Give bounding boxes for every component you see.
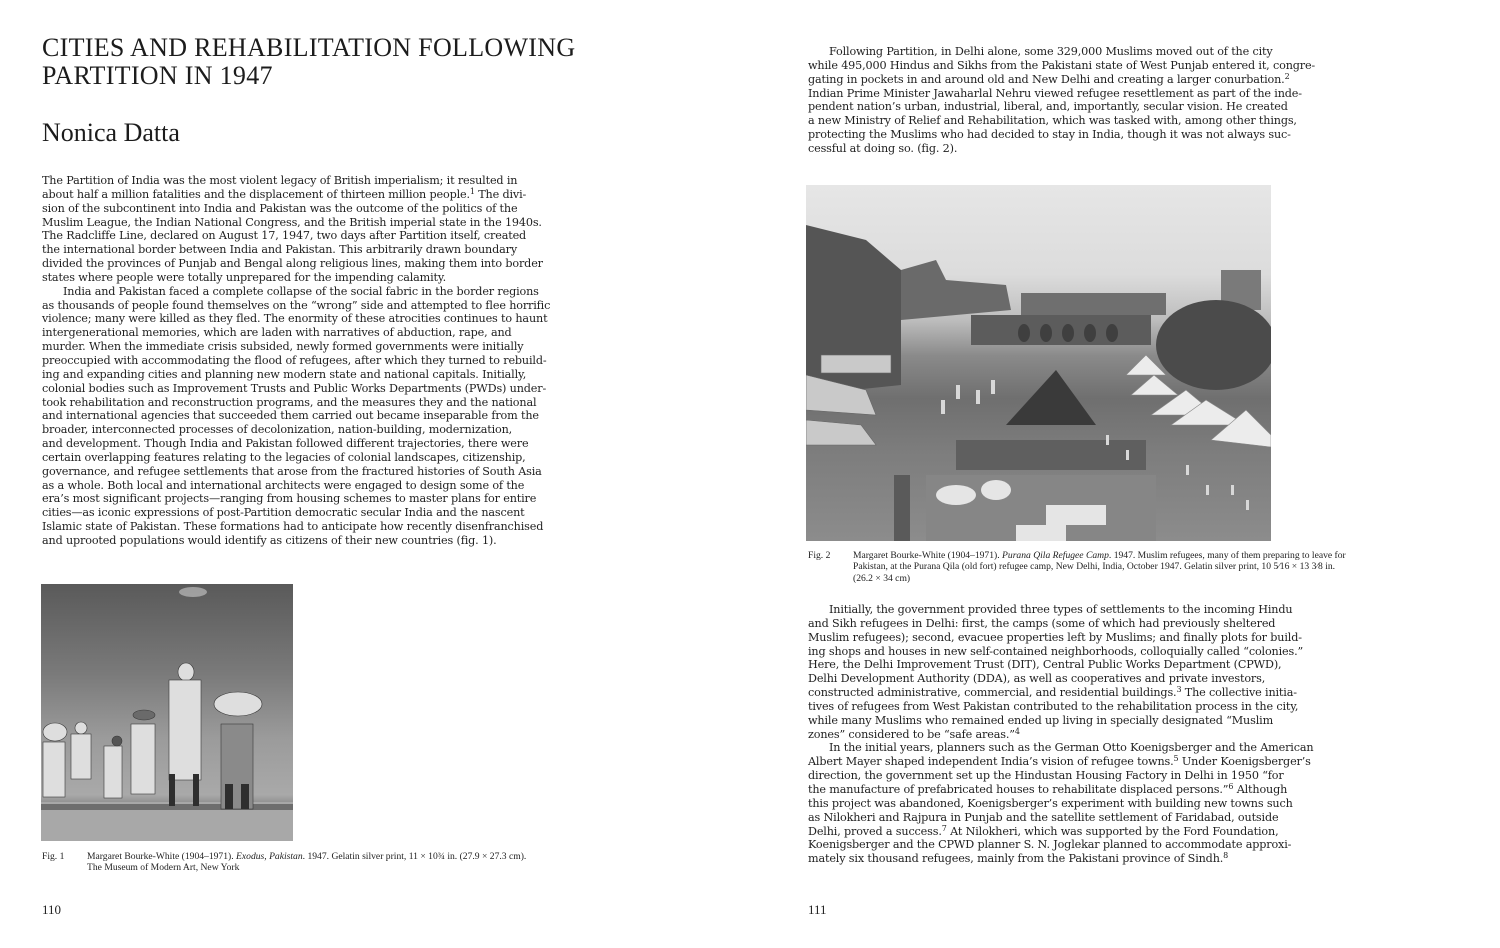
text-line [42,382,602,396]
text-line [42,271,602,285]
figure-1-photo [41,584,293,841]
text-line-content: took rehabilitation and reconstruction programs, and the measures they and the national [42,395,537,409]
text-line [808,852,1368,866]
text-line-content: Here, the Delhi Improvement Trust (DIT), Central Public Works Department (CPWD), [808,658,1282,672]
text-line [808,811,1368,825]
caption-text: (26.2 × 34 cm) [853,572,911,584]
text-line-content: Muslim refugees); second, evacuee properties left by Muslims; and finally plots for build- [808,630,1302,644]
text-line [808,73,1368,87]
refugees-walking-image [41,584,293,841]
text-line [808,728,1368,742]
text-line-content: Delhi, proved a success. [808,824,942,838]
text-line [42,479,602,493]
text-line-content: colonial bodies such as Improvement Trusts and Public Works Departments (PWDs) under- [42,381,547,395]
text-line [808,87,1368,101]
text-line-content: era’s most significant projects—ranging from housing schemes to master plans for entire [42,492,537,506]
text-line [42,174,602,188]
text-line-content: Following Partition, in Delhi alone, some 329,000 Muslims moved out of the city [829,45,1273,58]
text-line-content: Muslim League, the Indian National Congress, and the British imperial state in the 1940s. [42,215,542,229]
footnote-marker[interactable]: 4 [1014,726,1020,736]
text-line [808,797,1368,811]
text-line [42,423,602,437]
text-line-content: and Sikh refugees in Delhi: first, the camps (some of which had previously sheltered [808,616,1276,630]
text-line-content: while 495,000 Hindus and Sikhs from the Pakistani state of West Punjab entered it, congre- [808,58,1316,72]
caption-text: Margaret Bourke-White (1904–1971). [853,550,1003,561]
text-line [42,216,602,230]
text-line [42,520,602,534]
text-line-content: Indian Prime Minister Jawaharlal Nehru viewed refugee resettlement as part of the inde- [808,86,1302,100]
text-line-content: the manufacture of prefabricated houses to rehabilitate displaced persons.” [808,782,1229,796]
text-line [808,714,1368,728]
text-line [808,45,1368,59]
text-line-content: sion of the subcontinent into India and Pakistan was the outcome of the politics of the [42,201,518,215]
footnote-marker[interactable]: 2 [1284,71,1290,81]
text-line [808,686,1368,700]
text-line-content: about half a million fatalities and the displacement of thirteen million people. [42,187,470,201]
text-line [42,396,602,410]
text-line-content: as Nilokheri and Rajpura in Punjab and the satellite settlement of Faridabad, outside [808,810,1279,824]
text-line [808,741,1368,755]
text-line [808,825,1368,839]
text-line [42,188,602,202]
text-line [42,299,602,313]
text-line-content: Koenigsberger and the CPWD planner S. N. Joglekar planned to accommodate approxi- [808,838,1292,852]
text-line-content: broader, interconnected processes of decolonization, nation-building, modernization, [42,423,513,437]
text-line [808,769,1368,783]
text-line [42,451,602,465]
text-line-content: a new Ministry of Relief and Rehabilitation, which was tasked with, among other things, [808,114,1297,128]
text-line [808,645,1368,659]
text-line-content: zones” considered to be “safe areas.” [808,727,1015,741]
text-line [42,534,602,548]
chapter-title [42,34,642,90]
text-line-content: as thousands of people found themselves on the “wrong” side and attempted to flee horrific [42,298,551,312]
text-line [42,229,602,243]
text-line [42,312,602,326]
caption-text: . 1947. Gelatin silver print, 11 × 10¾ in. (27.9 × 27.3 cm). [302,851,527,862]
text-line [42,465,602,479]
chapter-title-line: CITIES AND REHABILITATION FOLLOWING [42,33,576,62]
figure-number: Fig. 1 [42,851,65,862]
footnote-marker[interactable]: 5 [1173,754,1179,764]
text-line-content: and international agencies that succeeded them carried out became inseparable from the [42,409,539,423]
text-line-content: Albert Mayer shaped independent India’s vision of refugee towns. [808,755,1174,769]
text-line-content: divided the provinces of Punjab and Bengal along religious lines, making them into border [42,257,543,271]
text-line [42,492,602,506]
footnote-marker[interactable]: 7 [941,823,947,833]
text-line-content: states where people were totally unprepared for the impending calamity. [42,270,446,284]
text-line-content: ing and expanding cities and planning new modern state and national capitals. Initially, [42,367,527,381]
footnote-marker[interactable]: 8 [1223,851,1229,861]
text-line-content: Under Koenigsberger’s [1178,755,1311,769]
text-line-content: Initially, the government provided three types of settlements to the incoming Hindu [829,603,1293,616]
body-text-left [42,174,602,548]
caption-text: . 1947. Muslim refugees, many of them preparing to leave for [1108,550,1346,561]
text-line [42,285,602,299]
text-line-content: intergenerational memories, which are laden with narratives of abduction, rape, and [42,326,512,340]
text-line-content: this project was abandoned, Koenigsberger’s experiment with building new towns such [808,796,1293,810]
text-line-content: cities—as iconic expressions of post-Partition democratic secular India and the nascent [42,506,525,520]
footnote-marker[interactable]: 6 [1228,781,1234,791]
text-line [808,603,1368,617]
text-line-content: constructed administrative, commercial, and residential buildings. [808,686,1177,700]
text-line [42,409,602,423]
text-line [42,202,602,216]
text-line [808,617,1368,631]
caption-text: Margaret Bourke-White (1904–1971). [87,851,237,862]
text-line-content: the international border between India and Pakistan. This arbitrarily drawn boundary [42,243,517,257]
text-line-content: The collective initia- [1181,686,1297,700]
body-text-right-top [808,45,1368,156]
chapter-title-line: PARTITION IN 1947 [42,61,273,90]
text-line [42,506,602,520]
artwork-title: Purana Qila Refugee Camp [1002,550,1109,561]
text-line [42,243,602,257]
text-line-content: direction, the government set up the Hindustan Housing Factory in Delhi in 1950 “for [808,769,1284,783]
text-line [42,368,602,382]
text-line-content: At Nilokheri, which was supported by the Ford Foundation, [946,824,1279,838]
text-line-content: In the initial years, planners such as the German Otto Koenigsberger and the American [829,741,1314,755]
author-name: Nonica Datta [42,118,180,147]
text-line [808,755,1368,769]
text-line [42,326,602,340]
text-line-content: tives of refugees from West Pakistan contributed to the rehabilitation process in the city, [808,699,1299,713]
text-line-content: cessful at doing so. (fig. 2). [808,141,958,155]
text-line [42,354,602,368]
text-line-content: Delhi Development Authority (DDA), as well as cooperatives and private investors, [808,672,1266,686]
footnote-marker[interactable]: 3 [1176,685,1182,695]
text-line-content: Islamic state of Pakistan. These formations had to anticipate how recently disenfranchised [42,520,544,534]
text-line-content: pendent nation’s urban, industrial, liberal, and, importantly, secular vision. He created [808,100,1288,114]
text-line [808,783,1368,797]
text-line [42,257,602,271]
figure-number: Fig. 2 [808,550,831,561]
caption-text: The Museum of Modern Art, New York [87,862,240,874]
text-line-content: The Radcliffe Line, declared on August 17, 1947, two days after Partition itself, created [42,229,527,243]
right-page [750,0,1500,948]
text-line-content: gating in pockets in and around old and New Delhi and creating a larger conurbation. [808,72,1285,86]
text-line-content: violence; many were killed as they fled. The enormity of these atrocities continues to haunt [42,312,548,326]
text-line-content: The divi- [474,187,527,201]
text-line-content: and uprooted populations would identify as citizens of their new countries (fig. 1). [42,533,497,547]
text-line [808,59,1368,73]
text-line-content: murder. When the immediate crisis subsided, newly formed governments were initially [42,340,524,354]
text-line-content: certain overlapping features relating to the legacies of colonial landscapes, citizenship, [42,450,526,464]
text-line [808,700,1368,714]
text-line-content: governance, and refugee settlements that arose from the fractured histories of South Asia [42,464,542,478]
text-line [42,340,602,354]
text-line-content: Although [1233,782,1288,796]
text-line-content: mately six thousand refugees, mainly from the Pakistani province of Sindh. [808,852,1224,866]
text-line [808,838,1368,852]
text-line [808,142,1368,156]
caption-text: Pakistan, at the Purana Qila (old fort) refugee camp, New Delhi, India, October 1947. Gelatin silver print, 10 5⁄16 × 13 3⁄8 in. [853,561,1336,573]
text-line [808,114,1368,128]
text-line [808,672,1368,686]
text-line [808,100,1368,114]
text-line-content: preoccupied with accommodating the flood of refugees, after which they turned to rebuild- [42,353,547,367]
text-line-content: while many Muslims who remained ended up living in specially designated “Muslim [808,713,1274,727]
page-number: 110 [42,902,62,917]
page-number: 111 [808,902,827,917]
artwork-title: Exodus, Pakistan [236,851,303,862]
text-line [808,128,1368,142]
text-line-content: India and Pakistan faced a complete collapse of the social fabric in the border regions [63,284,539,298]
text-line [808,631,1368,645]
text-line-content: and development. Though India and Pakistan followed different trajectories, there were [42,437,529,451]
text-line-content: protecting the Muslims who had decided to stay in India, though it was not always suc- [808,128,1291,142]
text-line [42,437,602,451]
text-line-content: The Partition of India was the most violent legacy of British imperialism; it resulted in [42,174,518,187]
text-line-content: as a whole. Both local and international architects were engaged to design some of the [42,478,525,492]
body-text-right-bottom [808,603,1368,866]
text-line [808,658,1368,672]
text-line-content: ing shops and houses in new self-contained neighborhoods, colloquially called “colonies.” [808,644,1304,658]
figure-2-photo [806,185,1271,541]
footnote-marker[interactable]: 1 [469,186,475,196]
refugee-camp-image [806,185,1271,541]
